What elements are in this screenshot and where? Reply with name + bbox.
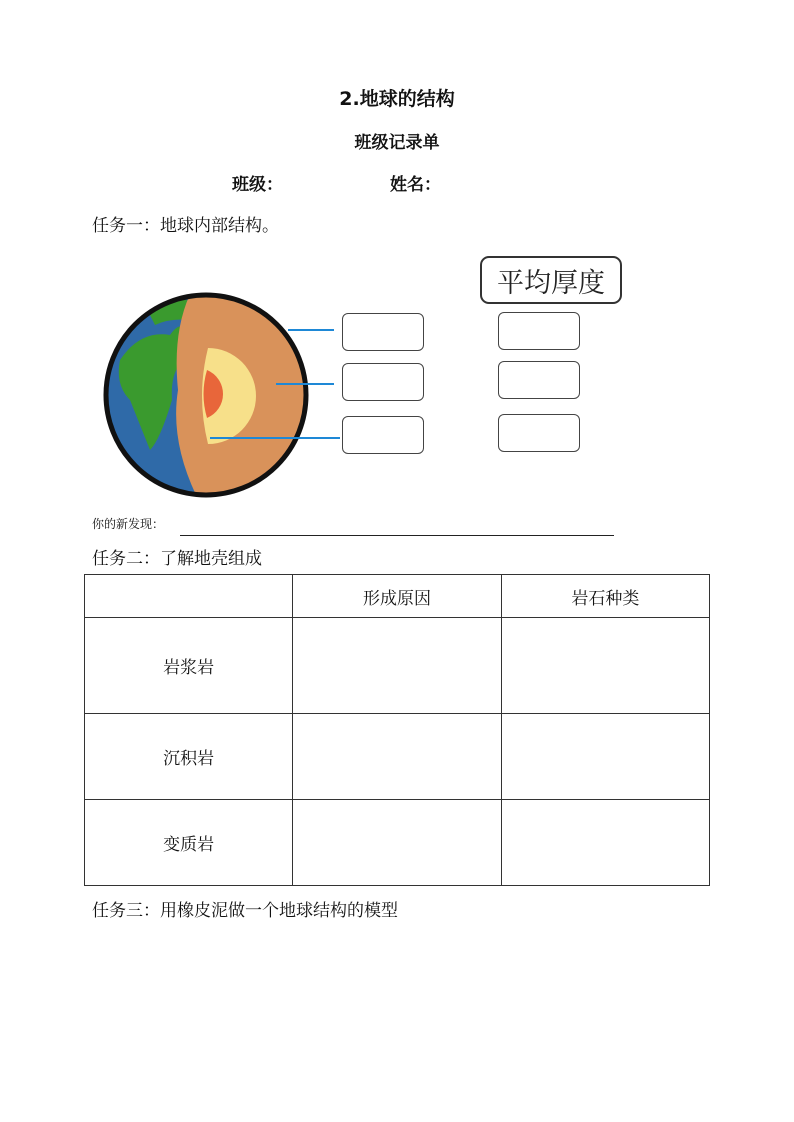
mantle-name-box[interactable] — [342, 363, 424, 401]
cause-cell[interactable] — [293, 618, 501, 714]
header-cell-empty — [85, 575, 293, 618]
crust-name-box[interactable] — [342, 313, 424, 351]
discovery-label: 你的新发现： — [92, 517, 165, 531]
cause-cell[interactable] — [293, 800, 501, 886]
rock-name-cell: 变质岩 — [85, 800, 293, 886]
table-row — [85, 800, 710, 886]
rock-table — [84, 574, 710, 886]
cause-cell[interactable] — [293, 714, 501, 800]
task3-label: 任务三：用橡皮泥做一个地球结构的模型 — [92, 901, 398, 921]
name-label: 姓名： — [390, 175, 441, 195]
core-name-box[interactable] — [342, 416, 424, 454]
page-title: 2.地球的结构 — [339, 88, 455, 110]
table-row — [85, 714, 710, 800]
core-pointer-extension — [210, 437, 340, 439]
table-header-row — [85, 575, 710, 618]
task2-label: 任务二：了解地壳组成 — [92, 549, 262, 569]
mantle-thickness-box[interactable] — [498, 361, 580, 399]
kind-cell[interactable] — [501, 800, 709, 886]
page-subtitle: 班级记录单 — [354, 133, 440, 153]
rock-name-cell: 岩浆岩 — [85, 618, 293, 714]
task1-label: 任务一：地球内部结构。 — [92, 216, 279, 236]
table-row — [85, 618, 710, 714]
kind-cell[interactable] — [501, 714, 709, 800]
rock-name-cell: 沉积岩 — [85, 714, 293, 800]
kind-cell[interactable] — [501, 618, 709, 714]
core-thickness-box[interactable] — [498, 414, 580, 452]
header-cell-cause: 形成原因 — [293, 575, 501, 618]
class-label: 班级： — [232, 175, 283, 195]
pointer-lines — [270, 320, 350, 450]
discovery-answer-line[interactable] — [180, 535, 614, 536]
crust-thickness-box[interactable] — [498, 312, 580, 350]
header-cell-kind: 岩石种类 — [501, 575, 709, 618]
thickness-header: 平均厚度 — [480, 256, 622, 304]
